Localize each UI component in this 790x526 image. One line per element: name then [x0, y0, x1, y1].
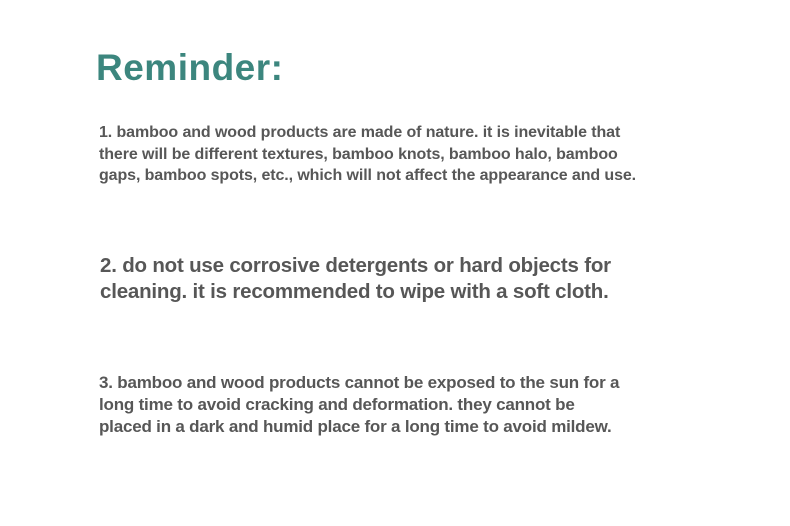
reminder-3-line-1: 3. bamboo and wood products cannot be exposed to the sun for a — [99, 373, 620, 392]
reminder-1-line-3: gaps, bamboo spots, etc., which will not affect the appearance and use. — [99, 167, 637, 184]
reminder-1-line-1: 1. bamboo and wood products are made of nature. it is inevitable that — [99, 124, 621, 141]
reminder-item-2 — [100, 253, 611, 305]
reminder-2-line-2: cleaning. it is recommended to wipe with a soft cloth. — [100, 280, 609, 303]
page-title: Reminder: — [96, 47, 284, 88]
reminder-item-3 — [99, 372, 619, 438]
reminder-item-1 — [99, 122, 636, 187]
reminder-3-line-2: long time to avoid cracking and deformation. they cannot be — [99, 395, 575, 414]
reminder-2-line-1: 2. do not use corrosive detergents or hard objects for — [100, 254, 611, 277]
reminder-1-line-2: there will be different textures, bamboo knots, bamboo halo, bamboo — [99, 145, 618, 163]
reminder-3-line-3: placed in a dark and humid place for a long time to avoid mildew. — [99, 417, 612, 436]
